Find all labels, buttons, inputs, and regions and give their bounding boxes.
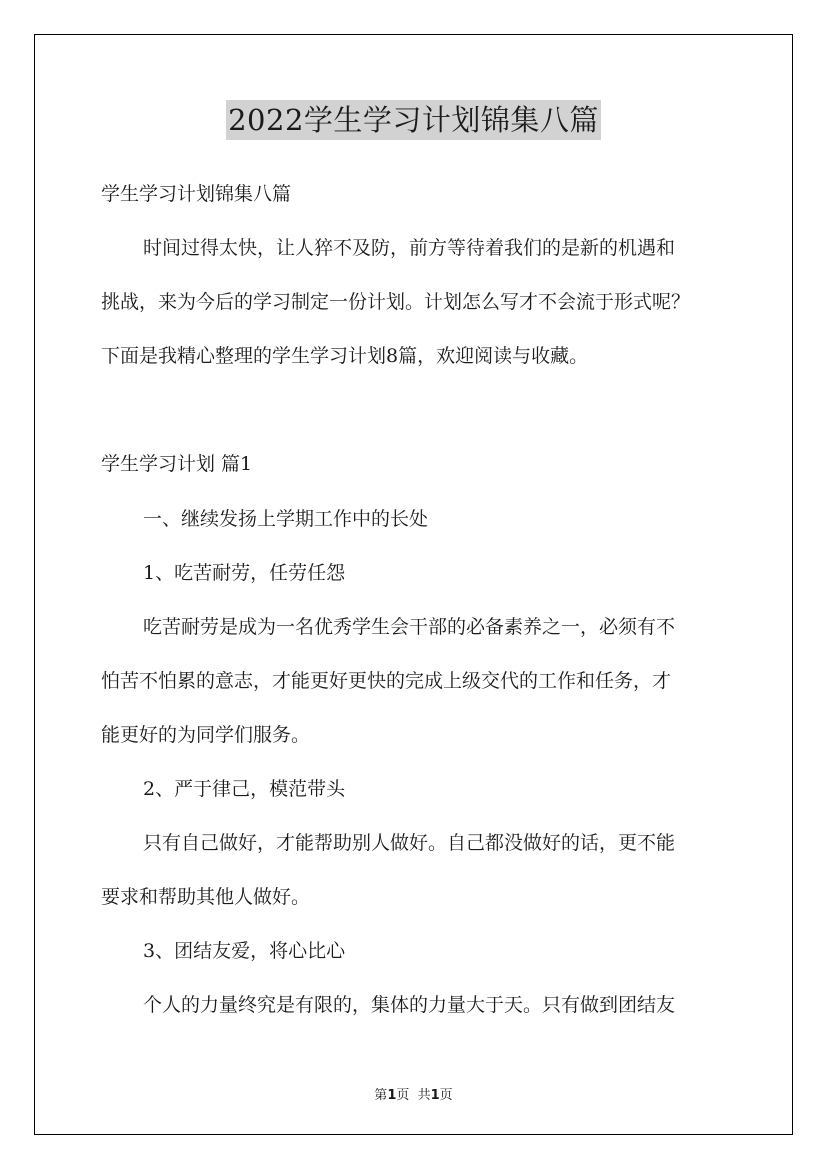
total-page-number: 1 xyxy=(430,1088,440,1103)
paragraph-line: 要求和帮助其他人做好。 xyxy=(101,886,311,908)
paragraph-line: 吃苦耐劳是成为一名优秀学生会干部的必备素养之一，必须有不 xyxy=(143,616,676,638)
footer-suffix: 页 xyxy=(439,1088,453,1103)
footer-prefix: 第 xyxy=(374,1088,388,1103)
list-item-heading: 3、团结友爱，将心比心 xyxy=(143,940,346,962)
subtitle: 学生学习计划锦集八篇 xyxy=(101,183,292,205)
page-footer xyxy=(0,1084,827,1103)
list-item-heading: 1、吃苦耐劳，任劳任怨 xyxy=(143,562,346,584)
title-container xyxy=(0,100,827,140)
document-title: 2022学生学习计划锦集八篇 xyxy=(226,100,601,140)
intro-paragraph-line: 下面是我精心整理的学生学习计划8篇，欢迎阅读与收藏。 xyxy=(101,345,589,367)
list-item-heading: 2、严于律己，模范带头 xyxy=(143,778,346,800)
paragraph-line: 能更好的为同学们服务。 xyxy=(101,724,311,746)
paragraph-line: 只有自己做好，才能帮助别人做好。自己都没做好的话，更不能 xyxy=(143,832,676,854)
paragraph-line: 怕苦不怕累的意志，才能更好更快的完成上级交代的工作和任务，才 xyxy=(101,670,672,692)
current-page-number: 1 xyxy=(387,1088,397,1103)
section-heading: 学生学习计划 篇1 xyxy=(101,453,253,475)
footer-mid: 页 共 xyxy=(396,1088,431,1103)
subheading: 一、继续发扬上学期工作中的长处 xyxy=(143,508,429,530)
intro-paragraph-line: 挑战，来为今后的学习制定一份计划。计划怎么写才不会流于形式呢？ xyxy=(101,291,691,313)
intro-paragraph-line: 时间过得太快，让人猝不及防，前方等待着我们的是新的机遇和 xyxy=(143,237,676,259)
paragraph-line: 个人的力量终究是有限的，集体的力量大于天。只有做到团结友 xyxy=(143,994,676,1016)
